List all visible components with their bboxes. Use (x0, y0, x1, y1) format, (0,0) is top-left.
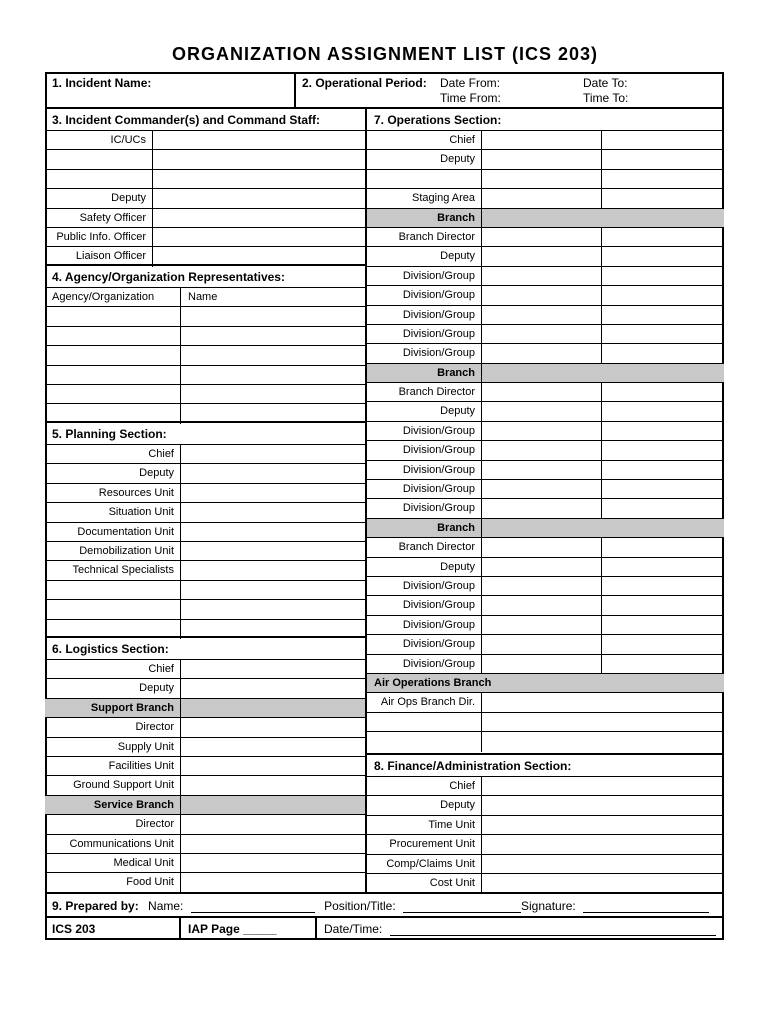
datetime-cell (317, 918, 724, 940)
agency-row[interactable] (45, 385, 365, 404)
agency-row[interactable] (45, 404, 365, 423)
ops-row[interactable] (367, 325, 724, 344)
ops-row[interactable] (367, 189, 724, 208)
ops-row-value[interactable] (482, 189, 601, 207)
ops-row-value[interactable] (482, 131, 601, 149)
ops-branch-row[interactable] (367, 364, 724, 383)
ops-row-label: Staging Area (367, 189, 482, 207)
finance-row[interactable] (367, 816, 724, 835)
planning-row-label (45, 600, 181, 618)
ops-row-value-2[interactable] (601, 402, 724, 420)
form-id: ICS 203 (45, 918, 181, 940)
ops-row[interactable] (367, 286, 724, 305)
ops-row-label: Chief (367, 131, 482, 149)
ops-row[interactable] (367, 499, 724, 518)
right-column (365, 109, 724, 892)
ops-row-value[interactable] (482, 616, 601, 634)
logistics-row[interactable] (45, 776, 365, 795)
ops-row-label: Deputy (367, 558, 482, 576)
planning-row-label: Resources Unit (45, 484, 181, 502)
ops-row-value-2[interactable] (601, 286, 724, 304)
ops-row-value[interactable] (482, 596, 601, 614)
agency-row[interactable] (45, 327, 365, 346)
ops-row[interactable] (367, 402, 724, 421)
ops-row-label: Division/Group (367, 286, 482, 304)
ops-row-value[interactable] (482, 499, 601, 517)
footer-row-2 (45, 918, 724, 940)
ops-row[interactable] (367, 441, 724, 460)
ops-row[interactable] (367, 247, 724, 266)
logistics-row[interactable] (45, 815, 365, 834)
op-period-label: 2. Operational Period: (302, 76, 427, 90)
ops-row-value[interactable] (482, 344, 601, 362)
position-label: Position/Title: (324, 899, 396, 913)
command-section-title: 3. Incident Commander(s) and Command Staff: (45, 109, 365, 131)
logistics-row[interactable] (45, 679, 365, 698)
service-branch-row[interactable] (45, 796, 365, 815)
planning-row[interactable] (45, 523, 365, 542)
finance-row[interactable] (367, 874, 724, 893)
command-row[interactable] (45, 131, 365, 150)
finance-row-label: Deputy (367, 796, 482, 814)
ops-row-label (367, 170, 482, 188)
ops-row[interactable] (367, 596, 724, 615)
datetime-field[interactable] (390, 923, 716, 936)
planning-row[interactable] (45, 542, 365, 561)
ops-row-label: Division/Group (367, 344, 482, 362)
finance-row[interactable] (367, 796, 724, 815)
ops-row-value[interactable] (482, 558, 601, 576)
datetime-label: Date/Time: (324, 922, 383, 936)
logistics-section-title: 6. Logistics Section: (45, 638, 365, 660)
left-column (45, 109, 365, 892)
logistics-row-label: Deputy (45, 679, 181, 697)
ops-row-value[interactable] (482, 383, 601, 401)
command-row-label: Public Info. Officer (45, 228, 153, 246)
ops-row-label: Deputy (367, 150, 482, 168)
footer (45, 892, 724, 940)
ops-row[interactable] (367, 713, 724, 732)
ops-row[interactable] (367, 131, 724, 150)
command-row[interactable] (45, 170, 365, 189)
ops-row-value-2[interactable] (601, 150, 724, 168)
logistics-row[interactable] (45, 660, 365, 679)
planning-section-title: 5. Planning Section: (45, 423, 365, 445)
iap-page[interactable]: IAP Page _____ (181, 918, 317, 940)
signature-label: Signature: (521, 899, 576, 913)
agency-row[interactable] (45, 307, 365, 326)
logistics-row-label: Support Branch (45, 699, 181, 717)
planning-row[interactable] (45, 620, 365, 639)
ops-row-value-2[interactable] (601, 228, 724, 246)
ops-row-label: Division/Group (367, 577, 482, 595)
agency-row[interactable] (45, 366, 365, 385)
time-from-label[interactable]: Time From: (440, 91, 501, 105)
ops-row-label: Branch (367, 209, 482, 227)
finance-row[interactable] (367, 855, 724, 874)
agency-section (45, 266, 365, 423)
command-row-value[interactable] (153, 150, 365, 168)
ops-row[interactable] (367, 616, 724, 635)
command-row[interactable] (45, 209, 365, 228)
command-row[interactable] (45, 150, 365, 169)
command-row-value[interactable] (153, 131, 365, 149)
ops-row-value[interactable] (482, 402, 601, 420)
ops-row-label: Division/Group (367, 499, 482, 517)
ops-row-value[interactable] (482, 732, 724, 751)
ops-row-label: Branch (367, 364, 482, 382)
ops-row-value-2[interactable] (601, 558, 724, 576)
ops-row-value[interactable] (482, 538, 601, 556)
position-field[interactable] (403, 900, 521, 913)
ops-row[interactable] (367, 732, 724, 751)
ops-row-value[interactable] (482, 286, 601, 304)
logistics-row[interactable] (45, 718, 365, 737)
ops-row[interactable] (367, 461, 724, 480)
incident-name-label: 1. Incident Name: (52, 76, 152, 90)
date-to-label[interactable]: Date To: (583, 76, 628, 90)
ops-row-label: Division/Group (367, 596, 482, 614)
planning-row[interactable] (45, 464, 365, 483)
ops-row[interactable] (367, 228, 724, 247)
ops-row-label (367, 732, 482, 751)
signature-field[interactable] (583, 900, 709, 913)
ops-row[interactable] (367, 170, 724, 189)
ops-row-value[interactable] (482, 422, 601, 440)
ops-row-value-2[interactable] (601, 422, 724, 440)
finance-row-label: Cost Unit (367, 874, 482, 893)
finance-row-label: Comp/Claims Unit (367, 855, 482, 873)
ops-row-label: Branch Director (367, 383, 482, 401)
ops-row-label: Branch Director (367, 228, 482, 246)
ops-row-value-2[interactable] (601, 267, 724, 285)
ops-row-label: Division/Group (367, 655, 482, 673)
finance-row-label: Procurement Unit (367, 835, 482, 853)
command-row-label: Liaison Officer (45, 247, 153, 266)
ops-row-value[interactable] (482, 713, 724, 731)
ops-row-value-2[interactable] (601, 344, 724, 362)
logistics-row[interactable] (45, 835, 365, 854)
planning-row[interactable] (45, 581, 365, 600)
finance-row[interactable] (367, 835, 724, 854)
command-row[interactable] (45, 228, 365, 247)
logistics-row-label: Ground Support Unit (45, 776, 181, 794)
ops-branch-row[interactable] (367, 519, 724, 538)
ops-row-value[interactable] (482, 306, 601, 324)
ops-row[interactable] (367, 150, 724, 169)
logistics-row[interactable] (45, 873, 365, 892)
ops-row-label: Division/Group (367, 635, 482, 653)
ops-row-value-2[interactable] (601, 577, 724, 595)
planning-row[interactable] (45, 445, 365, 464)
logistics-row-label: Service Branch (45, 796, 181, 814)
agency-header-row (45, 288, 365, 307)
ops-row[interactable] (367, 538, 724, 557)
ops-row-value[interactable] (482, 364, 724, 382)
logistics-row-label: Supply Unit (45, 738, 181, 756)
ops-row-value[interactable] (482, 209, 724, 227)
logistics-row-label: Medical Unit (45, 854, 181, 872)
agency-col-header: Agency/Organization (45, 288, 181, 306)
command-row[interactable] (45, 189, 365, 208)
agency-section-title: 4. Agency/Organization Representatives: (45, 266, 365, 288)
planning-row[interactable] (45, 561, 365, 580)
ops-row-label (367, 713, 482, 731)
form-title: ORGANIZATION ASSIGNMENT LIST (ICS 203) (171, 44, 599, 64)
ops-row[interactable] (367, 558, 724, 577)
ops-row-label: Division/Group (367, 616, 482, 634)
logistics-row-label: Food Unit (45, 873, 181, 892)
header-row (45, 72, 724, 109)
ops-row[interactable] (367, 577, 724, 596)
ops-row-value[interactable] (482, 228, 601, 246)
ops-row-label: Division/Group (367, 461, 482, 479)
planning-row[interactable] (45, 484, 365, 503)
command-row-value[interactable] (153, 170, 365, 188)
logistics-row-label: Communications Unit (45, 835, 181, 853)
ops-row-value-2[interactable] (601, 189, 724, 207)
ops-branch-row[interactable] (367, 209, 724, 228)
ops-row-value-2[interactable] (601, 655, 724, 673)
ops-row[interactable] (367, 422, 724, 441)
ops-row-value[interactable] (482, 480, 601, 498)
logistics-section (45, 638, 365, 892)
air-ops-branch-row[interactable]: Air Operations Branch (367, 674, 724, 693)
operations-section (367, 109, 724, 755)
ops-row-value[interactable] (482, 150, 601, 168)
planning-row-label: Demobilization Unit (45, 542, 181, 560)
planning-row-label: Technical Specialists (45, 561, 181, 579)
ops-row-label: Branch (367, 519, 482, 537)
prepared-by-label: 9. Prepared by: (52, 899, 139, 913)
ops-row-label: Division/Group (367, 306, 482, 324)
ops-row-label: Deputy (367, 402, 482, 420)
logistics-row-label: Facilities Unit (45, 757, 181, 775)
planning-section (45, 423, 365, 638)
logistics-row[interactable] (45, 854, 365, 873)
name-col-header: Name (188, 291, 218, 303)
command-row-label (45, 170, 153, 188)
support-branch-row[interactable] (45, 699, 365, 718)
command-row-value[interactable] (153, 228, 365, 246)
ops-row[interactable] (367, 344, 724, 363)
ops-row-value-2[interactable] (601, 538, 724, 556)
planning-row[interactable] (45, 600, 365, 619)
ops-row[interactable] (367, 480, 724, 499)
ops-row-value[interactable] (482, 247, 601, 265)
ops-row[interactable] (367, 635, 724, 654)
ops-row-value[interactable] (482, 635, 601, 653)
ops-row[interactable] (367, 267, 724, 286)
ops-row-label: Air Ops Branch Dir. (367, 693, 482, 711)
logistics-row[interactable] (45, 738, 365, 757)
ops-row[interactable] (367, 655, 724, 674)
finance-section (367, 755, 724, 890)
ops-row-value-2[interactable] (601, 616, 724, 634)
ops-row[interactable] (367, 383, 724, 402)
command-row-value[interactable] (153, 209, 365, 227)
ops-row-value-2[interactable] (601, 170, 724, 188)
command-row-value[interactable] (153, 189, 365, 207)
command-row-label: IC/UCs (45, 131, 153, 149)
logistics-row-label: Director (45, 815, 181, 833)
logistics-row-label: Chief (45, 660, 181, 678)
ops-row-value-2[interactable] (601, 596, 724, 614)
ops-row-value-2[interactable] (601, 480, 724, 498)
planning-row-label: Documentation Unit (45, 523, 181, 541)
name-label: Name: (148, 899, 184, 913)
ops-row-value-2[interactable] (601, 461, 724, 479)
ops-row-value-2[interactable] (601, 247, 724, 265)
planning-row-label: Situation Unit (45, 503, 181, 521)
command-section (45, 109, 365, 266)
ops-row-value[interactable] (482, 441, 601, 459)
ops-row-label: Division/Group (367, 441, 482, 459)
logistics-row-label: Director (45, 718, 181, 736)
ops-row-value[interactable] (482, 577, 601, 595)
finance-section-title: 8. Finance/Administration Section: (367, 755, 724, 777)
finance-row-label: Time Unit (367, 816, 482, 834)
ops-row-value[interactable] (482, 267, 601, 285)
time-to-label[interactable]: Time To: (583, 91, 629, 105)
ops-row-value-2[interactable] (601, 441, 724, 459)
ops-row-value[interactable] (482, 693, 724, 711)
operations-section-title: 7. Operations Section: (367, 109, 724, 131)
incident-name-cell[interactable] (45, 72, 296, 107)
ops-row-label: Division/Group (367, 422, 482, 440)
ops-row-value-2[interactable] (601, 499, 724, 517)
ops-row-label: Deputy (367, 247, 482, 265)
date-from-label[interactable]: Date From: (440, 76, 501, 90)
ops-row-label: Division/Group (367, 267, 482, 285)
command-row[interactable] (45, 247, 365, 266)
command-row-value[interactable] (153, 247, 365, 266)
name-field[interactable] (191, 900, 315, 913)
ops-row-value[interactable] (482, 519, 724, 537)
command-row-label: Deputy (45, 189, 153, 207)
agency-row[interactable] (45, 346, 365, 365)
planning-row-label: Deputy (45, 464, 181, 482)
finance-row-label: Chief (367, 777, 482, 795)
planning-row-label (45, 581, 181, 599)
ops-row-value[interactable] (482, 325, 601, 343)
ops-row[interactable] (367, 306, 724, 325)
planning-row-label (45, 620, 181, 639)
ops-row-label: Division/Group (367, 480, 482, 498)
prepared-by-row (45, 894, 724, 918)
ops-row-value-2[interactable] (601, 635, 724, 653)
ops-row-label: Branch Director (367, 538, 482, 556)
finance-row[interactable] (367, 777, 724, 796)
planning-row[interactable] (45, 503, 365, 522)
ops-row-value[interactable] (482, 170, 601, 188)
ops-row[interactable] (367, 693, 724, 712)
command-row-label (45, 150, 153, 168)
ops-row-value[interactable] (482, 655, 601, 673)
logistics-row[interactable] (45, 757, 365, 776)
ops-row-value-2[interactable] (601, 131, 724, 149)
ops-row-value-2[interactable] (601, 383, 724, 401)
ops-row-value-2[interactable] (601, 325, 724, 343)
ops-row-label: Division/Group (367, 325, 482, 343)
command-row-label: Safety Officer (45, 209, 153, 227)
ops-row-value[interactable] (482, 461, 601, 479)
planning-row-label: Chief (45, 445, 181, 463)
ops-row-value-2[interactable] (601, 306, 724, 324)
